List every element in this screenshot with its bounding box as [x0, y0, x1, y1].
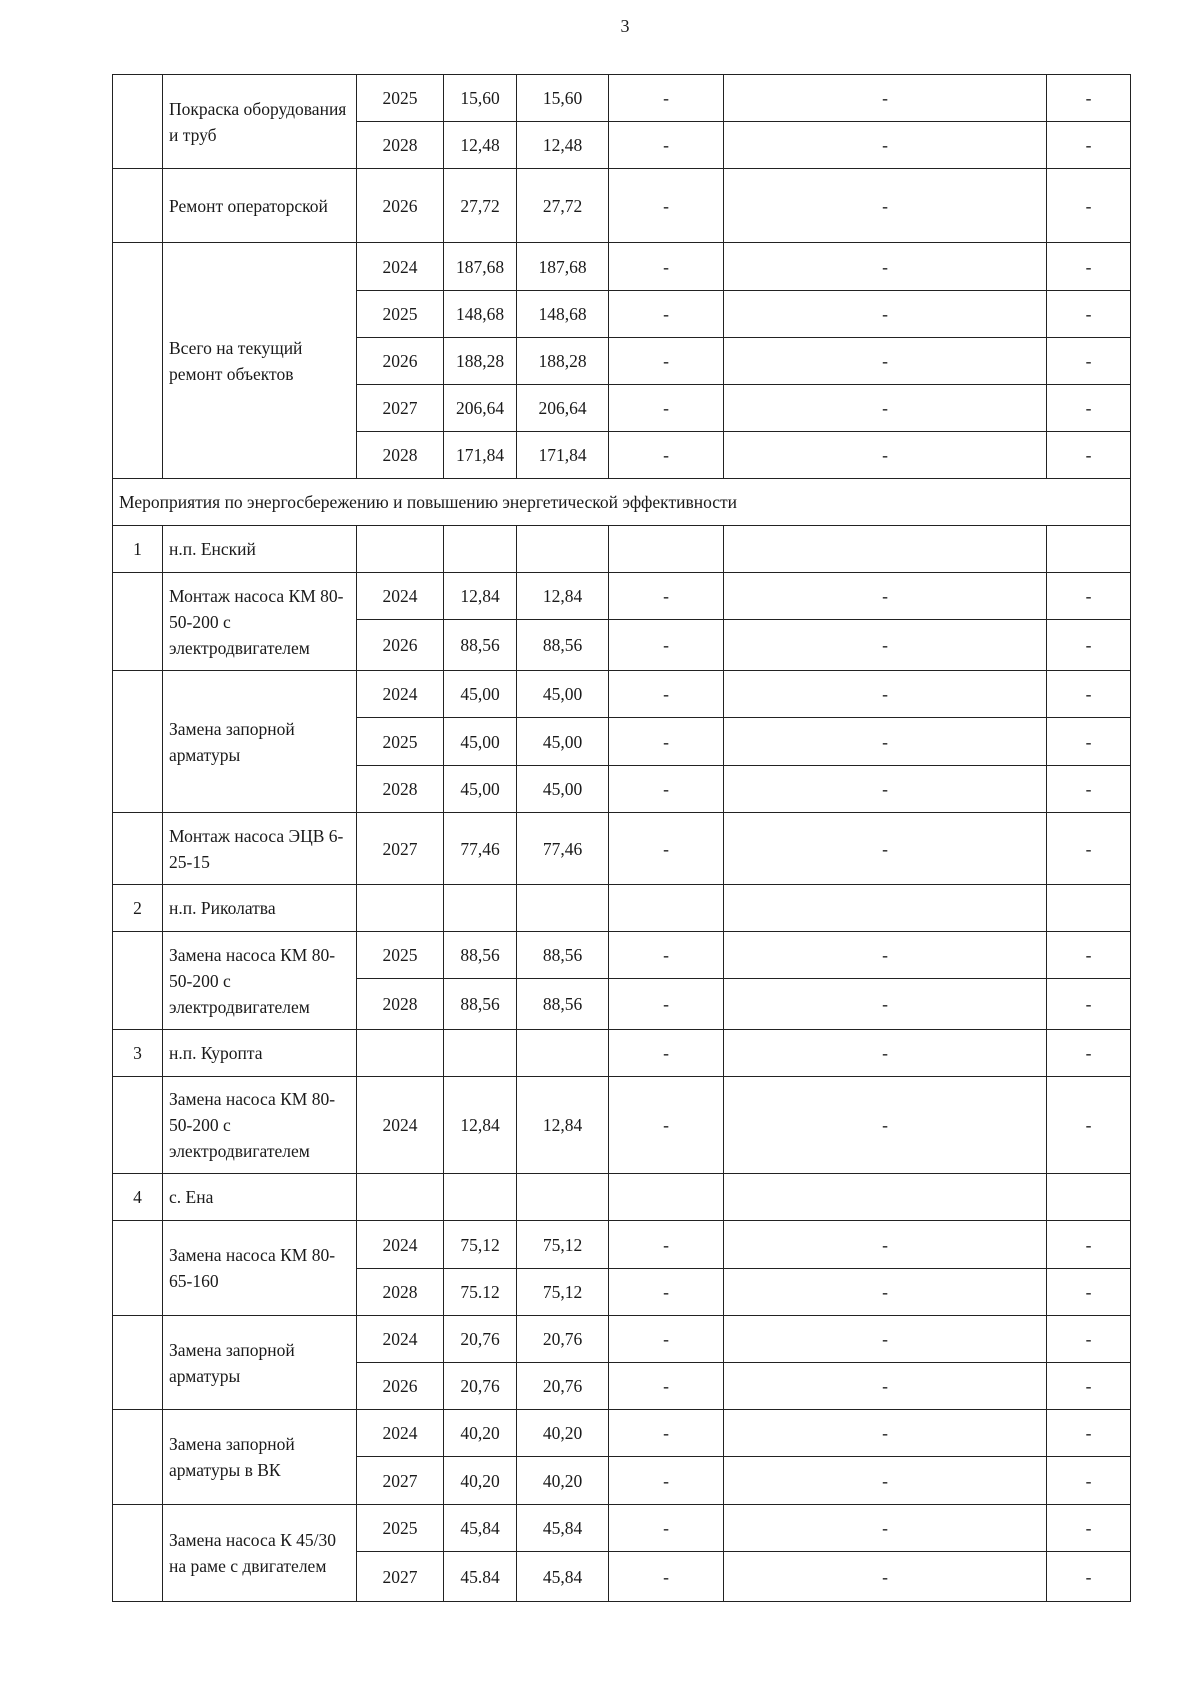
amount-cell: 27,72 [517, 169, 609, 243]
empty-value-dash: - [609, 75, 724, 122]
amount-cell: 75,12 [517, 1221, 609, 1269]
amount-cell: 88,56 [517, 932, 609, 979]
empty-value-dash: - [1047, 1221, 1131, 1269]
amount-cell: 88,56 [444, 620, 517, 671]
table-row [113, 75, 1131, 122]
empty-value-dash: - [1047, 1269, 1131, 1316]
empty-cell [444, 1030, 517, 1077]
empty-value-dash: - [609, 169, 724, 243]
settlement-row [113, 1174, 1131, 1221]
empty-value-dash: - [609, 1552, 724, 1602]
amount-cell: 45,84 [444, 1505, 517, 1552]
year-cell: 2028 [357, 979, 444, 1030]
measure-name: Монтаж насоса КМ 80-50-200 с электродвигателем [163, 573, 357, 671]
empty-value-dash: - [1047, 432, 1131, 479]
empty-value-dash: - [609, 1410, 724, 1457]
amount-cell: 45,00 [444, 671, 517, 718]
amount-cell: 88,56 [517, 620, 609, 671]
empty-value-dash: - [724, 169, 1047, 243]
empty-value-dash: - [609, 1269, 724, 1316]
amount-cell: 75,12 [444, 1221, 517, 1269]
year-cell: 2026 [357, 338, 444, 385]
empty-cell [357, 526, 444, 573]
year-cell: 2024 [357, 1077, 444, 1174]
amount-cell: 45,84 [517, 1552, 609, 1602]
row-number: 1 [113, 526, 163, 573]
amount-cell: 45.84 [444, 1552, 517, 1602]
settlement-name: с. Ена [163, 1174, 357, 1221]
empty-value-dash: - [609, 1030, 724, 1077]
row-number [113, 243, 163, 479]
table-row [113, 1077, 1131, 1174]
year-cell: 2028 [357, 766, 444, 813]
measure-name: Монтаж насоса ЭЦВ 6-25-15 [163, 813, 357, 885]
amount-cell: 12,48 [444, 122, 517, 169]
empty-value-dash: - [1047, 1505, 1131, 1552]
measure-name: Ремонт операторской [163, 169, 357, 243]
row-number: 4 [113, 1174, 163, 1221]
year-cell: 2028 [357, 122, 444, 169]
empty-value-dash: - [1047, 620, 1131, 671]
amount-cell: 188,28 [517, 338, 609, 385]
amount-cell: 12,48 [517, 122, 609, 169]
empty-value-dash: - [724, 1505, 1047, 1552]
amount-cell: 15,60 [444, 75, 517, 122]
row-number [113, 169, 163, 243]
empty-value-dash: - [609, 338, 724, 385]
year-cell: 2024 [357, 243, 444, 291]
empty-value-dash: - [1047, 718, 1131, 766]
year-cell: 2026 [357, 169, 444, 243]
amount-cell: 40,20 [517, 1457, 609, 1505]
table-row [113, 243, 1131, 291]
empty-value-dash: - [724, 766, 1047, 813]
settlement-name: н.п. Риколатва [163, 885, 357, 932]
empty-value-dash: - [1047, 671, 1131, 718]
empty-value-dash: - [1047, 979, 1131, 1030]
amount-cell: 20,76 [517, 1316, 609, 1363]
table-row [113, 1316, 1131, 1363]
amount-cell: 77,46 [444, 813, 517, 885]
empty-value-dash: - [1047, 1457, 1131, 1505]
year-cell: 2025 [357, 291, 444, 338]
amount-cell: 171,84 [517, 432, 609, 479]
year-cell: 2025 [357, 718, 444, 766]
empty-value-dash: - [1047, 338, 1131, 385]
year-cell: 2025 [357, 75, 444, 122]
empty-cell [357, 1174, 444, 1221]
empty-cell [517, 1030, 609, 1077]
amount-cell: 75,12 [517, 1269, 609, 1316]
table-row [113, 813, 1131, 885]
empty-value-dash: - [724, 1030, 1047, 1077]
empty-value-dash: - [609, 432, 724, 479]
settlement-row [113, 885, 1131, 932]
amount-cell: 20,76 [517, 1363, 609, 1410]
settlement-row [113, 526, 1131, 573]
amount-cell: 12,84 [517, 573, 609, 620]
year-cell: 2027 [357, 385, 444, 432]
year-cell: 2024 [357, 671, 444, 718]
empty-value-dash: - [724, 1363, 1047, 1410]
empty-value-dash: - [609, 122, 724, 169]
amount-cell: 45,00 [517, 718, 609, 766]
table-row [113, 1221, 1131, 1269]
empty-value-dash: - [609, 718, 724, 766]
empty-value-dash: - [1047, 1077, 1131, 1174]
amount-cell: 206,64 [444, 385, 517, 432]
empty-value-dash: - [1047, 813, 1131, 885]
empty-value-dash: - [724, 1221, 1047, 1269]
empty-value-dash: - [724, 979, 1047, 1030]
year-cell: 2024 [357, 1410, 444, 1457]
empty-cell [1047, 1174, 1131, 1221]
amount-cell: 148,68 [517, 291, 609, 338]
measure-name: Замена насоса КМ 80-50-200 с электродвигателем [163, 1077, 357, 1174]
empty-value-dash: - [1047, 122, 1131, 169]
amount-cell: 12,84 [444, 573, 517, 620]
empty-cell [444, 1174, 517, 1221]
empty-value-dash: - [724, 813, 1047, 885]
amount-cell: 148,68 [444, 291, 517, 338]
empty-value-dash: - [724, 243, 1047, 291]
year-cell: 2027 [357, 1457, 444, 1505]
amount-cell: 171,84 [444, 432, 517, 479]
empty-value-dash: - [724, 718, 1047, 766]
year-cell: 2024 [357, 1316, 444, 1363]
empty-cell [444, 526, 517, 573]
amount-cell: 15,60 [517, 75, 609, 122]
empty-value-dash: - [1047, 573, 1131, 620]
empty-value-dash: - [1047, 1552, 1131, 1602]
row-number [113, 1221, 163, 1316]
row-number [113, 671, 163, 813]
settlement-row [113, 1030, 1131, 1077]
year-cell: 2027 [357, 1552, 444, 1602]
empty-value-dash: - [609, 385, 724, 432]
amount-cell: 20,76 [444, 1363, 517, 1410]
empty-value-dash: - [609, 766, 724, 813]
year-cell: 2027 [357, 813, 444, 885]
empty-value-dash: - [1047, 1410, 1131, 1457]
row-number: 2 [113, 885, 163, 932]
row-number [113, 1316, 163, 1410]
empty-cell [517, 1174, 609, 1221]
amount-cell: 12,84 [517, 1077, 609, 1174]
amount-cell: 45,00 [444, 718, 517, 766]
empty-value-dash: - [724, 1552, 1047, 1602]
year-cell: 2025 [357, 1505, 444, 1552]
year-cell: 2026 [357, 620, 444, 671]
row-number [113, 1077, 163, 1174]
measure-name: Замена запорной арматуры [163, 671, 357, 813]
empty-value-dash: - [609, 1077, 724, 1174]
row-number [113, 1410, 163, 1505]
year-cell: 2028 [357, 1269, 444, 1316]
amount-cell: 206,64 [517, 385, 609, 432]
measure-name: Замена насоса КМ 80-65-160 [163, 1221, 357, 1316]
section-title: Мероприятия по энергосбережению и повышению энергетической эффективности [113, 479, 1131, 526]
empty-cell [517, 885, 609, 932]
measure-name: Покраска оборудования и труб [163, 75, 357, 169]
year-cell: 2024 [357, 1221, 444, 1269]
table-row [113, 932, 1131, 979]
measure-name: Всего на текущий ремонт объектов [163, 243, 357, 479]
row-number [113, 75, 163, 169]
empty-value-dash: - [724, 385, 1047, 432]
empty-value-dash: - [609, 932, 724, 979]
amount-cell: 88,56 [444, 979, 517, 1030]
page-number: 3 [620, 16, 630, 36]
empty-value-dash: - [724, 338, 1047, 385]
row-number [113, 573, 163, 671]
empty-cell [724, 526, 1047, 573]
empty-value-dash: - [1047, 385, 1131, 432]
settlement-name: н.п. Енский [163, 526, 357, 573]
amount-cell: 45,00 [517, 671, 609, 718]
empty-value-dash: - [1047, 1030, 1131, 1077]
table-row [113, 169, 1131, 243]
measure-name: Замена запорной арматуры в ВК [163, 1410, 357, 1505]
empty-value-dash: - [724, 573, 1047, 620]
measure-name: Замена насоса КМ 80-50-200 с электродвигателем [163, 932, 357, 1030]
empty-value-dash: - [1047, 1316, 1131, 1363]
table-row [113, 671, 1131, 718]
empty-value-dash: - [609, 671, 724, 718]
amount-cell: 20,76 [444, 1316, 517, 1363]
empty-value-dash: - [1047, 169, 1131, 243]
amount-cell: 27,72 [444, 169, 517, 243]
section-row [113, 479, 1131, 526]
empty-value-dash: - [724, 1457, 1047, 1505]
table-row [113, 573, 1131, 620]
empty-cell [517, 526, 609, 573]
empty-value-dash: - [609, 979, 724, 1030]
amount-cell: 75.12 [444, 1269, 517, 1316]
empty-cell [609, 1174, 724, 1221]
empty-cell [609, 526, 724, 573]
table-row [113, 1410, 1131, 1457]
amount-cell: 45,00 [517, 766, 609, 813]
amount-cell: 188,28 [444, 338, 517, 385]
amount-cell: 187,68 [517, 243, 609, 291]
empty-value-dash: - [1047, 75, 1131, 122]
empty-cell [1047, 885, 1131, 932]
empty-value-dash: - [1047, 766, 1131, 813]
amount-cell: 88,56 [444, 932, 517, 979]
row-number [113, 813, 163, 885]
amount-cell: 88,56 [517, 979, 609, 1030]
empty-value-dash: - [609, 1316, 724, 1363]
row-number [113, 932, 163, 1030]
empty-value-dash: - [609, 813, 724, 885]
empty-value-dash: - [609, 291, 724, 338]
empty-cell [444, 885, 517, 932]
empty-value-dash: - [724, 620, 1047, 671]
amount-cell: 77,46 [517, 813, 609, 885]
empty-value-dash: - [724, 75, 1047, 122]
empty-value-dash: - [609, 620, 724, 671]
year-cell: 2026 [357, 1363, 444, 1410]
empty-cell [1047, 526, 1131, 573]
empty-value-dash: - [724, 1077, 1047, 1174]
year-cell: 2028 [357, 432, 444, 479]
measure-name: Замена насоса К 45/30 на раме с двигателем [163, 1505, 357, 1602]
row-number: 3 [113, 1030, 163, 1077]
empty-value-dash: - [724, 932, 1047, 979]
amount-cell: 45,84 [517, 1505, 609, 1552]
amount-cell: 40,20 [444, 1457, 517, 1505]
measure-name: Замена запорной арматуры [163, 1316, 357, 1410]
empty-value-dash: - [609, 1457, 724, 1505]
empty-cell [724, 885, 1047, 932]
amount-cell: 187,68 [444, 243, 517, 291]
empty-value-dash: - [1047, 1363, 1131, 1410]
settlement-name: н.п. Куропта [163, 1030, 357, 1077]
amount-cell: 40,20 [517, 1410, 609, 1457]
amount-cell: 12,84 [444, 1077, 517, 1174]
year-cell: 2025 [357, 932, 444, 979]
empty-value-dash: - [724, 432, 1047, 479]
amount-cell: 40,20 [444, 1410, 517, 1457]
empty-value-dash: - [724, 1269, 1047, 1316]
empty-value-dash: - [609, 1221, 724, 1269]
row-number [113, 1505, 163, 1602]
empty-value-dash: - [609, 1363, 724, 1410]
empty-value-dash: - [724, 671, 1047, 718]
measures-table [112, 74, 1131, 1602]
empty-cell [609, 885, 724, 932]
empty-value-dash: - [724, 1410, 1047, 1457]
empty-value-dash: - [609, 1505, 724, 1552]
year-cell: 2024 [357, 573, 444, 620]
table-row [113, 1505, 1131, 1552]
empty-cell [357, 1030, 444, 1077]
empty-value-dash: - [724, 122, 1047, 169]
empty-value-dash: - [609, 243, 724, 291]
empty-cell [357, 885, 444, 932]
empty-value-dash: - [1047, 932, 1131, 979]
empty-value-dash: - [1047, 291, 1131, 338]
empty-value-dash: - [1047, 243, 1131, 291]
empty-cell [724, 1174, 1047, 1221]
amount-cell: 45,00 [444, 766, 517, 813]
empty-value-dash: - [724, 291, 1047, 338]
empty-value-dash: - [724, 1316, 1047, 1363]
empty-value-dash: - [609, 573, 724, 620]
